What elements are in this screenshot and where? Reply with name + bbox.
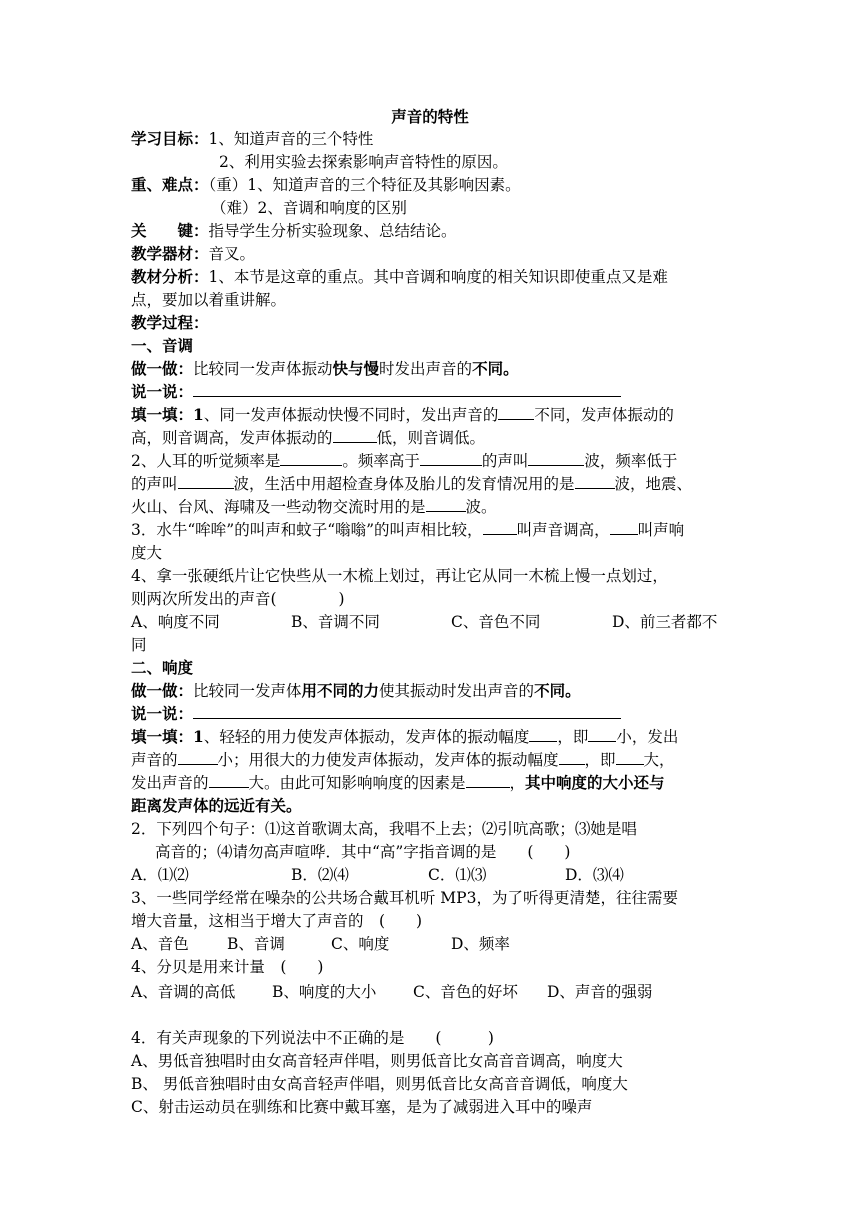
option-b[interactable]: B、音调 (227, 935, 285, 953)
do-emphasis: 用不同的力 (301, 681, 380, 700)
fill-text: 、轻轻的用力使发声体振动，发声体的振动幅度 (203, 728, 530, 746)
option-b[interactable]: B、音调不同 (291, 613, 380, 631)
section2-fill-line-2 (131, 750, 675, 770)
answer-blank[interactable] (528, 451, 584, 466)
option-a[interactable]: A、男低音独唱时由女高音轻声伴唱，则男低音比女高音音调高，响度大 (131, 1052, 623, 1070)
option-a[interactable]: A、响度不同 (131, 613, 220, 631)
analysis-label: 教材分析： (131, 267, 209, 286)
q-text: 波，频率低于 (584, 452, 678, 470)
section1-q4-line-1: 4、拿一张硬纸片让它快些从一木梳上划过，再让它从同一木梳上慢一点划过， (131, 567, 668, 585)
goals-line-1 (131, 129, 373, 149)
difficulty-item-1: （重）1、知道声音的三个特征及其影响因素。 (208, 176, 521, 194)
analysis-line-1 (131, 267, 668, 287)
answer-blank[interactable] (426, 497, 466, 512)
q-text: 波，地震、 (614, 475, 693, 493)
option-a[interactable]: A、音调的高低 (131, 983, 236, 1001)
say-label: 说一说： (131, 704, 194, 723)
goals-label: 学习目标： (131, 129, 209, 148)
section2-say-line (131, 704, 621, 724)
q-text: 波。 (465, 498, 497, 516)
fill-number: 1 (193, 727, 204, 746)
option-b[interactable]: B、响度的大小 (272, 983, 377, 1001)
option-d[interactable]: D、前三者都不 (612, 613, 718, 631)
section2-q5-line: 4．有关声现象的下列说法中不正确的是 ( ) (131, 1029, 494, 1047)
answer-blank[interactable] (559, 750, 585, 765)
q-text: 。频率高于 (342, 452, 420, 470)
option-c[interactable]: C、音色不同 (451, 613, 541, 631)
answer-blank[interactable] (178, 750, 218, 765)
option-a[interactable]: A．⑴⑵ (131, 866, 189, 884)
option-c[interactable]: C、射击运动员在驯练和比赛中戴耳塞，是为了减弱进入耳中的噪声 (131, 1098, 593, 1116)
section2-q4-line: 4、分贝是用来计量 ( ) (131, 958, 324, 976)
answer-blank[interactable] (483, 520, 517, 535)
section1-fill-line-2 (131, 428, 485, 448)
fill-text: 小；用很大的力使发声体振动，发声体的振动幅度 (217, 751, 559, 769)
difficulty-item-2: （难）2、音调和响度的区别 (211, 199, 407, 217)
fill-text: ，即 (557, 728, 589, 746)
do-label: 做一做： (131, 359, 194, 378)
analysis-text-1: 1、本节是这章的重点。其中音调和响度的相关知识即使重点又是难 (208, 268, 668, 286)
option-d-continued: 同 (131, 636, 147, 654)
section1-say-line (131, 382, 621, 402)
q-text: 3．水牛“哞哞”的叫声和蚊子“嗡嗡”的叫声相比较， (131, 521, 483, 539)
option-d[interactable]: D、频率 (451, 935, 510, 953)
q-text: 火山、台风、海啸及一些动物交流时用的是 (131, 498, 426, 516)
section1-fill-line-1 (131, 405, 674, 425)
section1-q2-line-1 (131, 451, 677, 471)
say-label: 说一说： (131, 382, 194, 401)
option-b[interactable]: B、 男低音独唱时由女高音轻声伴唱，则男低音比女高音音调低，响度大 (131, 1075, 628, 1093)
fill-text: ，即 (584, 751, 616, 769)
section1-do-line (131, 359, 519, 379)
q-text: 的声叫 (131, 475, 178, 493)
answer-blank[interactable] (178, 474, 234, 489)
page-title: 声音的特性 (391, 107, 469, 126)
option-c[interactable]: C．⑴⑶ (428, 866, 487, 884)
answer-blank[interactable] (466, 773, 510, 788)
answer-blank[interactable] (420, 451, 482, 466)
difficulty-line-1 (131, 175, 521, 195)
fill-text: 高，则音调高，发声体振动的 (131, 429, 333, 447)
fill-text: 不同，发声体振动的 (534, 406, 674, 424)
answer-blank[interactable] (193, 704, 621, 719)
section1-heading: 一、音调 (131, 336, 194, 355)
do-text: 时发出声音的 (379, 360, 473, 378)
equipment-line (131, 244, 255, 264)
difficulty-label: 重、难点： (131, 175, 209, 194)
section1-q2-line-3 (131, 497, 497, 517)
do-label: 做一做： (131, 681, 194, 700)
fill-label: 填一填： (131, 727, 194, 746)
key-line (131, 221, 457, 241)
section2-q2-line-1: 2．下列四个句子：⑴这首歌调太高，我唱不上去；⑵引吭高歌；⑶她是唱 (131, 820, 637, 838)
section1-q2-line-2 (131, 474, 692, 494)
equipment-text: 音叉。 (208, 245, 256, 263)
fill-text: 发出声音的 (131, 774, 209, 792)
section2-fill-line-4: 距离发声体的远近有关。 (131, 796, 302, 815)
do-emphasis: 不同。 (472, 359, 519, 378)
answer-blank[interactable] (209, 773, 249, 788)
answer-blank[interactable] (616, 750, 644, 765)
fill-text: ， (509, 774, 526, 792)
goal-item-2: 2、利用实验去探索影响声音特性的原因。 (219, 153, 508, 171)
option-c[interactable]: C、响度 (331, 935, 390, 953)
answer-blank[interactable] (193, 382, 621, 397)
section2-q3-line-1: 3、一些同学经常在噪杂的公共场合戴耳机听 MP3，为了听得更清楚，往往需要 (131, 889, 678, 907)
answer-blank[interactable] (575, 474, 615, 489)
do-text: 比较同一发声体 (193, 682, 302, 700)
answer-blank[interactable] (610, 520, 638, 535)
fill-emphasis: 其中响度的大小还与 (525, 773, 665, 792)
analysis-text-2: 点，要加以着重讲解。 (131, 291, 287, 309)
goal-item-1: 1、知道声音的三个特性 (208, 130, 374, 148)
answer-blank[interactable] (498, 405, 534, 420)
equipment-label: 教学器材： (131, 244, 209, 263)
key-label: 关 键： (131, 221, 209, 240)
answer-blank[interactable] (529, 727, 557, 742)
q-text: 叫声响 (637, 521, 685, 539)
fill-text: 大。由此可知影响响度的因素是 (248, 774, 466, 792)
section2-heading: 二、响度 (131, 658, 194, 677)
option-d[interactable]: D、声音的强弱 (547, 983, 653, 1001)
section1-q3-line-1 (131, 520, 684, 540)
process-label: 教学过程： (131, 313, 209, 332)
q-text: 2、人耳的听觉频率是 (131, 452, 281, 470)
do-emphasis: 快与慢 (332, 359, 380, 378)
answer-blank[interactable] (333, 428, 377, 443)
section2-q3-line-2: 增大音量，这相当于增大了声音的 ( ) (131, 912, 423, 930)
do-text: 使其振动时发出声音的 (379, 682, 535, 700)
option-d[interactable]: D．⑶⑷ (565, 866, 624, 884)
section2-q2-line-2: 高音的；⑷请勿高声喧哗．其中“高”字指音调的是 ( ) (155, 843, 571, 861)
do-text: 比较同一发声体振动 (193, 360, 333, 378)
answer-blank[interactable] (280, 451, 342, 466)
q-text: 的声叫 (481, 452, 529, 470)
do-emphasis: 不同。 (534, 681, 581, 700)
q-text: 波，生活中用超检查身体及胎儿的发育情况用的是 (233, 475, 575, 493)
fill-text: 、同一发声体振动快慢不同时，发出声音的 (203, 406, 499, 424)
q-text: 叫声音调高， (516, 521, 610, 539)
section2-fill-line-1 (131, 727, 678, 747)
section1-q4-line-2: 则两次所发出的声音( ) (131, 590, 345, 608)
option-c[interactable]: C、音色的好坏 (413, 983, 518, 1001)
section1-q3-line-2: 度大 (131, 544, 163, 562)
option-a[interactable]: A、音色 (131, 935, 189, 953)
fill-number: 1 (193, 405, 204, 424)
fill-text: 大， (643, 751, 675, 769)
option-b[interactable]: B．⑵⑷ (291, 866, 349, 884)
fill-label: 填一填： (131, 405, 194, 424)
section2-do-line (131, 681, 581, 701)
fill-text: 小，发出 (616, 728, 679, 746)
key-text: 指导学生分析实验现象、总结结论。 (208, 222, 457, 240)
answer-blank[interactable] (588, 727, 616, 742)
fill-text: 低，则音调低。 (376, 429, 486, 447)
section2-fill-line-3 (131, 773, 665, 793)
fill-text: 声音的 (131, 751, 178, 769)
